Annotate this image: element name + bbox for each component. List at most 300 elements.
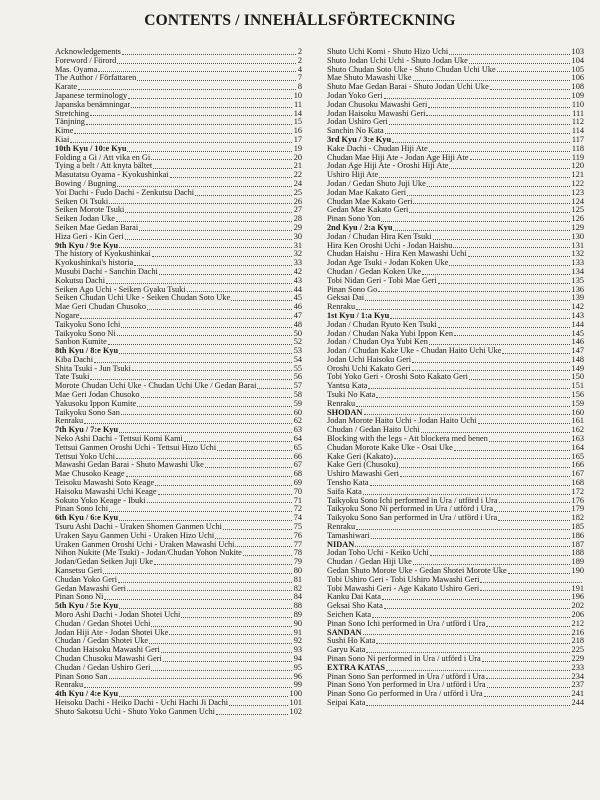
dot-leader [376, 397, 569, 398]
toc-entry [327, 673, 584, 682]
toc-entry-title: 4th Kyu / 4:e Kyu [55, 690, 119, 699]
dot-leader [469, 379, 570, 380]
dot-leader [127, 151, 291, 152]
toc-entry [55, 461, 302, 470]
toc-entry-title: Jodan Uchi Haisoku Geri [327, 355, 412, 364]
dot-leader [155, 485, 292, 486]
toc-entry [55, 470, 302, 479]
toc-entry-title: Jodan / Chudan Kake Uke - Chudan Haito Uchi Uke [327, 347, 502, 356]
dot-leader [449, 54, 569, 55]
toc-entry-title: Acknowledgements [55, 48, 121, 56]
toc-entry-page: 142 [571, 303, 584, 312]
toc-entry-title: Musubi Dachi - Sanchin Dachi [55, 267, 158, 276]
dot-leader [126, 476, 292, 477]
toc-entry [327, 127, 584, 136]
dot-leader [480, 582, 582, 583]
toc-entry-title: Jodan Hiji Ate - Jodan Shotei Uke [55, 628, 169, 637]
toc-entry [327, 347, 584, 356]
toc-entry-page: 82 [293, 584, 302, 593]
toc-entry-title: Sokuto Yoko Keage - Ibuki [55, 496, 146, 505]
dot-leader [382, 599, 570, 600]
toc-entry-title: Pinan Sono Ichi performed in Ura / utförd i Ura [327, 619, 486, 628]
toc-entry-page: 92 [293, 637, 302, 646]
dot-leader [119, 696, 287, 697]
toc-entry [327, 215, 584, 224]
toc-entry-page: 132 [571, 250, 584, 259]
toc-entry-page: 159 [571, 399, 584, 408]
toc-entry-page: 163 [571, 435, 584, 444]
toc-entry-title: Seipai Kata [327, 698, 366, 707]
toc-entry-title: Japanska benämningar [55, 100, 131, 109]
toc-entry-title: Pinan Sono Yon [327, 215, 381, 224]
dot-leader [151, 626, 291, 627]
toc-entry [55, 224, 302, 233]
dot-leader [356, 529, 569, 530]
toc-entry-title: Pinan Sono San [55, 672, 108, 681]
toc-section-heading [55, 602, 302, 611]
toc-entry [327, 294, 584, 303]
toc-entry-title: NIDAN [327, 540, 355, 549]
toc-entry [327, 681, 584, 690]
toc-entry-title: Tsuki No Kata [327, 391, 376, 400]
toc-entry [55, 154, 302, 163]
toc-entry [55, 585, 302, 594]
dot-leader [147, 502, 292, 503]
dot-leader [108, 344, 292, 345]
toc-entry-title: Kansetsu Geri [55, 567, 103, 576]
toc-entry-page: 43 [293, 276, 302, 285]
dot-leader [109, 203, 292, 204]
toc-entry-page: 21 [293, 162, 302, 171]
toc-entry-page: 8 [297, 83, 302, 92]
toc-entry-page: 104 [571, 56, 584, 65]
dot-leader [487, 687, 570, 688]
toc-entry-title: Sanchin No Kata [327, 127, 384, 136]
toc-entry-title: Japanese terminology [55, 91, 128, 100]
dot-leader [147, 309, 292, 310]
toc-entry-page: 60 [293, 408, 302, 417]
toc-entry-page: 147 [571, 347, 584, 356]
toc-entry-page: 52 [293, 338, 302, 347]
toc-entry-title: Tobi Yoko Geri - Oroshi Soto Kakato Geri [327, 373, 468, 382]
toc-entry-title: Tamashiwari [327, 531, 370, 540]
toc-entry-page: 168 [571, 479, 584, 488]
dot-leader [355, 546, 569, 547]
toc-entry-page: 182 [571, 514, 584, 523]
toc-entry-title: Tensho Kata [327, 479, 369, 488]
toc-entry [327, 488, 584, 497]
toc-entry [327, 250, 584, 259]
dot-leader [381, 221, 569, 222]
toc-entry-page: 135 [571, 276, 584, 285]
toc-entry-title: Gedan Mae Kakato Geri [327, 206, 409, 215]
toc-entry [55, 83, 302, 92]
dot-leader [372, 617, 570, 618]
toc-entry-title: Seiken Jodan Uke [55, 215, 115, 224]
toc-entry-title: 3rd Kyu / 3:e Kyu [327, 135, 392, 144]
toc-entry-page: 45 [293, 294, 302, 303]
toc-entry [327, 382, 584, 391]
toc-entry [327, 646, 584, 655]
dot-leader [498, 520, 569, 521]
toc-entry-title: Renraku [327, 303, 356, 312]
dot-leader [132, 370, 292, 371]
toc-entry [55, 365, 302, 374]
dot-leader [428, 107, 570, 108]
toc-entry [55, 294, 302, 303]
toc-entry-title: Tate Tsuki [55, 373, 90, 382]
toc-entry-page: 11 [294, 100, 302, 109]
dot-leader [223, 529, 292, 530]
toc-entry-page: 121 [571, 171, 584, 180]
toc-entry-page: 46 [293, 303, 302, 312]
dot-leader [502, 353, 569, 354]
toc-entry [55, 453, 302, 462]
toc-entry [55, 699, 302, 708]
toc-entry-page: 118 [571, 144, 584, 153]
toc-entry [327, 233, 584, 242]
toc-entry [327, 514, 584, 523]
toc-entry [55, 637, 302, 646]
toc-entry [327, 558, 584, 567]
dot-leader [490, 89, 570, 90]
toc-entry-title: Jodan Haisoku Mawashi Geri [327, 109, 426, 118]
toc-entry-title: Renraku [327, 399, 356, 408]
toc-entry [55, 110, 302, 119]
toc-entry-page: 94 [293, 654, 302, 663]
toc-entry-page: 151 [571, 382, 584, 391]
toc-entry [327, 497, 584, 506]
toc-entry-page: 27 [293, 206, 302, 215]
dot-leader [170, 177, 292, 178]
toc-entry [327, 549, 584, 558]
dot-leader [141, 397, 292, 398]
toc-entry-page: 65 [293, 443, 302, 452]
toc-entry-title: Jodan Age Tsuki - Jodan Koken Uke [327, 259, 449, 268]
dot-leader [363, 634, 570, 635]
toc-entry-page: 7 [297, 74, 302, 83]
toc-entry-title: Moro Ashi Dachi - Jodan Shotei Uchi [55, 611, 181, 619]
toc-entry-page: 100 [289, 690, 302, 699]
dot-leader [109, 511, 292, 512]
dot-leader [205, 467, 292, 468]
toc-entry-title: Sushi Ho Kata [327, 637, 376, 646]
toc-entry-title: Tsuru Ashi Dachi - Uraken Shomen Ganmen Uchi [55, 523, 222, 532]
dot-leader [139, 230, 292, 231]
toc-entry-title: Jodan / Chudan Hira Ken Tsuki [327, 232, 432, 241]
toc-entry [55, 233, 302, 242]
toc-entry [327, 567, 584, 576]
toc-entry-title: Mae Chusoko Keage [55, 470, 125, 479]
toc-entry [327, 101, 584, 110]
dot-leader [134, 265, 291, 266]
dot-leader [119, 353, 292, 354]
dot-leader [385, 133, 570, 134]
toc-entry-page: 225 [571, 646, 584, 655]
toc-entry-title: EXTRA KATAS [327, 663, 386, 672]
dot-leader [229, 705, 288, 706]
toc-entry-title: Kokutsu Dachi [55, 276, 106, 285]
toc-entry-title: Sanbon Kumite [55, 338, 107, 347]
toc-entry-title: Tettsui Ganmen Oroshi Uchi - Tettsui Hizo Uchi [55, 443, 217, 452]
dot-leader [356, 309, 569, 310]
toc-entry [327, 523, 584, 532]
toc-entry-page: 90 [293, 619, 302, 628]
toc-entry [327, 286, 584, 295]
toc-entry-title: Renraku [327, 523, 356, 532]
toc-entry [55, 215, 302, 224]
dot-leader [356, 406, 569, 407]
dot-leader [131, 107, 292, 108]
toc-entry-page: 24 [293, 179, 302, 188]
toc-entry-page: 109 [571, 91, 584, 100]
toc-entry [327, 268, 584, 277]
toc-entry [327, 655, 584, 664]
dot-leader [90, 115, 292, 116]
toc-entry-page: 17 [293, 135, 302, 144]
dot-leader [181, 617, 291, 618]
dot-leader [117, 335, 292, 336]
dot-leader [364, 414, 570, 415]
toc-entry [55, 611, 302, 620]
toc-entry-title: Chudan Mae Kakato Geri [327, 197, 413, 206]
toc-entry [55, 576, 302, 585]
toc-entry [55, 48, 302, 57]
toc-entry [327, 154, 584, 163]
toc-entry-page: 190 [571, 567, 584, 576]
toc-entry-title: Karate [55, 83, 78, 92]
toc-entry-page: 64 [293, 435, 302, 444]
toc-entry-page: 67 [293, 461, 302, 470]
toc-entry-page: 63 [293, 426, 302, 435]
toc-entry [55, 409, 302, 418]
toc-entry-page: 78 [293, 549, 302, 558]
toc-entry-page: 31 [293, 241, 302, 250]
toc-entry [327, 162, 584, 171]
dot-leader [149, 643, 292, 644]
dot-leader [366, 652, 569, 653]
dot-leader [217, 450, 292, 451]
toc-entry-page: 106 [571, 74, 584, 83]
toc-entry-page: 212 [571, 619, 584, 628]
toc-entry-page: 126 [571, 215, 584, 224]
toc-entry-title: Kiai [55, 135, 70, 144]
dot-leader [486, 678, 570, 679]
toc-entry-title: SANDAN [327, 628, 362, 637]
toc-entry-title: Tobi Mawashi Geri - Age Kakato Ushiro Geri [327, 584, 480, 593]
toc-entry [55, 338, 302, 347]
toc-entry [327, 593, 584, 602]
toc-section-heading [327, 409, 584, 418]
dot-leader [84, 687, 292, 688]
dot-leader [413, 203, 569, 204]
toc-entry-page: 111 [572, 109, 584, 118]
toc-entry-title: Ushiro Mawashi Geri [327, 470, 399, 479]
toc-entry-page: 233 [571, 663, 584, 672]
toc-entry-page: 124 [571, 197, 584, 206]
toc-entry-page: 42 [293, 267, 302, 276]
toc-entry-title: Jodan Mae Kakato Geri [327, 188, 407, 197]
toc-entry [55, 268, 302, 277]
dot-leader [128, 98, 292, 99]
toc-entry-title: The Author / Författaren [55, 74, 137, 83]
toc-entry-page: 139 [571, 294, 584, 303]
dot-leader [84, 423, 292, 424]
toc-entry [55, 444, 302, 453]
dot-leader [390, 318, 569, 319]
toc-entry [327, 206, 584, 215]
dot-leader [449, 168, 569, 169]
toc-entry-page: 216 [571, 628, 584, 637]
toc-entry-page: 156 [571, 391, 584, 400]
toc-entry [327, 461, 584, 470]
toc-entry-title: Mae Geri Chudan Chusoko [55, 303, 147, 312]
dot-leader [117, 63, 296, 64]
toc-entry-title: The history of Kyokushinkai [55, 250, 151, 259]
dot-leader [482, 661, 570, 662]
toc-entry [55, 101, 302, 110]
toc-entry-title: Chudan / Gedan Hiji Uke [327, 558, 412, 567]
toc-entry-page: 136 [571, 285, 584, 294]
dot-leader [119, 432, 292, 433]
toc-entry [55, 136, 302, 145]
dot-leader [409, 212, 569, 213]
toc-entry-page: 102 [289, 707, 302, 716]
toc-entry-page: 161 [571, 417, 584, 426]
toc-entry-title: Kyokushinkai's historia [55, 259, 134, 268]
dot-leader [125, 212, 291, 213]
toc-entry [327, 57, 584, 66]
dot-leader [184, 441, 292, 442]
dot-leader [216, 714, 288, 715]
toc-entry-page: 59 [293, 399, 302, 408]
dot-leader [413, 564, 570, 565]
toc-entry-page: 165 [571, 452, 584, 461]
toc-entry-page: 28 [293, 215, 302, 224]
toc-entry-page: 110 [571, 100, 584, 109]
dot-leader [104, 599, 291, 600]
dot-leader [392, 142, 570, 143]
toc-entry-page: 114 [571, 127, 584, 136]
toc-entry [327, 444, 584, 453]
toc-entry-page: 66 [293, 452, 302, 461]
toc-entry-title: Chudan Haishu - Hira Ken Mawashi Uchi [327, 250, 467, 259]
dot-leader [109, 678, 292, 679]
toc-entry-page: 206 [571, 611, 584, 619]
toc-entry [327, 259, 584, 268]
toc-entry [327, 180, 584, 189]
toc-entry-page: 101 [289, 698, 302, 707]
toc-entry-page: 57 [293, 382, 302, 391]
toc-entry-title: Saifa Kata [327, 487, 362, 496]
toc-entry-page: 50 [293, 329, 302, 338]
dot-leader [121, 414, 292, 415]
toc-entry-page: 69 [293, 479, 302, 488]
toc-entry [327, 505, 584, 514]
dot-leader [116, 458, 292, 459]
toc-entry-title: Renraku [55, 417, 84, 426]
toc-entry [55, 400, 302, 409]
toc-entry-page: 103 [571, 48, 584, 56]
dot-leader [106, 283, 292, 284]
dot-leader [484, 696, 570, 697]
toc-entry-title: Shuto Sakotsu Uchi - Shuto Yoko Ganmen Uchi [55, 707, 215, 716]
toc-entry-page: 54 [293, 355, 302, 364]
toc-entry-page: 160 [571, 408, 584, 417]
toc-entry-page: 229 [571, 654, 584, 663]
dot-leader [125, 239, 292, 240]
toc-entry [55, 567, 302, 576]
toc-entry-title: Pinan Sono San performed in Ura / utförd i Ura [327, 672, 485, 681]
toc-entry [55, 303, 302, 312]
toc-entry-page: 188 [571, 549, 584, 558]
toc-entry-page: 196 [571, 593, 584, 602]
toc-entry-page: 62 [293, 417, 302, 426]
dot-leader [384, 98, 570, 99]
dot-leader [378, 291, 569, 292]
dot-leader [399, 467, 569, 468]
toc-entry-title: Pinan Sono Go performed in Ura / utförd i Ura [327, 690, 483, 699]
toc-entry [327, 321, 584, 330]
toc-entry [55, 312, 302, 321]
toc-entry-page: 112 [571, 118, 584, 127]
toc-entry [327, 400, 584, 409]
dot-leader [70, 142, 291, 143]
toc-entry-page: 72 [293, 505, 302, 514]
toc-entry [327, 330, 584, 339]
toc-entry [55, 259, 302, 268]
dot-leader [429, 151, 570, 152]
dot-leader [116, 221, 292, 222]
toc-entry [55, 435, 302, 444]
dot-leader [413, 80, 570, 81]
toc-entry-page: 117 [571, 135, 584, 144]
dot-leader [154, 564, 292, 565]
toc-entry-title: 7th Kyu / 7:e Kyu [55, 426, 119, 435]
dot-leader [421, 432, 570, 433]
dot-leader [389, 124, 570, 125]
dot-leader [508, 573, 570, 574]
toc-entry-page: 56 [293, 373, 302, 382]
dot-leader [412, 370, 570, 371]
dot-leader [449, 265, 569, 266]
dot-leader [94, 362, 292, 363]
toc-entry [55, 541, 302, 550]
toc-entry [327, 110, 584, 119]
toc-entry-title: Kake Geri (Kakato) [327, 452, 393, 461]
toc-entry [55, 497, 302, 506]
toc-entry-page: 81 [293, 575, 302, 584]
dot-leader [161, 652, 292, 653]
toc-entry-title: Jodan / Chudan Ryuto Ken Tsuki [327, 320, 437, 329]
toc-entry-page: 77 [293, 540, 302, 549]
toc-entry-page: 120 [571, 162, 584, 171]
toc-entry [55, 74, 302, 83]
toc-section-heading [327, 629, 584, 638]
dot-leader [478, 423, 570, 424]
toc-section-heading [55, 242, 302, 251]
toc-entry-title: 1st Kyu / 1:a Kyu [327, 311, 390, 320]
toc-entry-page: 30 [293, 232, 302, 241]
dot-leader [370, 485, 570, 486]
toc-entry [55, 286, 302, 295]
toc-entry-page: 84 [293, 593, 302, 602]
toc-entry-page: 2 [297, 56, 302, 65]
toc-section-heading [55, 347, 302, 356]
toc-entry [327, 417, 584, 426]
dot-leader [426, 115, 570, 116]
toc-entry [55, 646, 302, 655]
